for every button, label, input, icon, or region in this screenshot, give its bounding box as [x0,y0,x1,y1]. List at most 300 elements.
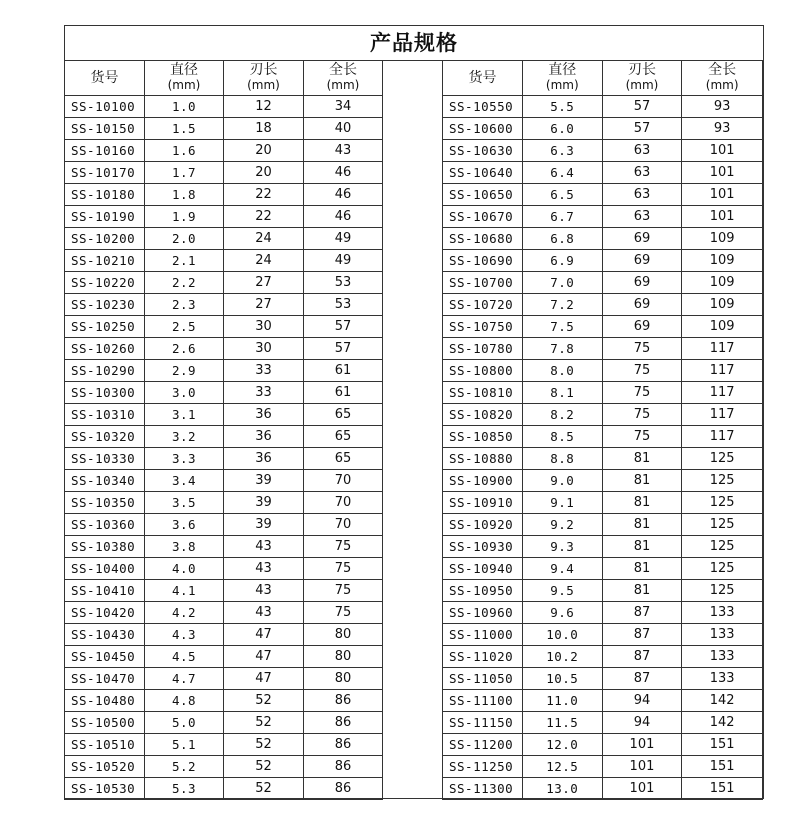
item-no-cell: SS-10670 [443,206,523,228]
diameter-cell: 1.6 [145,140,224,162]
table-row [65,338,383,360]
item-no-cell: SS-10600 [443,118,523,140]
item-no-cell: SS-10780 [443,338,523,360]
overall-length-cell: 46 [304,206,383,228]
diameter-cell: 7.5 [522,316,602,338]
item-no-cell: SS-10530 [65,778,145,800]
item-no-cell: SS-11200 [443,734,523,756]
diameter-cell: 9.1 [522,492,602,514]
item-no-cell: SS-10520 [65,756,145,778]
item-no-cell: SS-10320 [65,426,145,448]
diameter-cell: 3.5 [145,492,224,514]
column-label: 全长 [708,62,737,78]
item-no-cell: SS-10360 [65,514,145,536]
flute-length-cell: 39 [224,492,304,514]
column-label: 货号 [468,69,497,86]
column-header-diameter [145,61,224,96]
overall-length-cell: 75 [304,580,383,602]
diameter-cell: 6.9 [522,250,602,272]
diameter-cell: 9.5 [522,580,602,602]
overall-length-cell: 80 [304,668,383,690]
overall-length-cell: 75 [304,536,383,558]
overall-length-cell: 133 [682,668,763,690]
table-row [65,470,383,492]
diameter-cell: 3.3 [145,448,224,470]
overall-length-cell: 151 [682,756,763,778]
item-no-cell: SS-10900 [443,470,523,492]
overall-length-cell: 101 [682,206,763,228]
flute-length-cell: 43 [224,536,304,558]
table-row [443,272,763,294]
overall-length-cell: 125 [682,514,763,536]
item-no-cell: SS-10330 [65,448,145,470]
table-row [65,778,383,800]
item-no-cell: SS-11150 [443,712,523,734]
flute-length-cell: 87 [602,602,682,624]
item-no-cell: SS-10940 [443,558,523,580]
table-row [443,206,763,228]
item-no-cell: SS-10700 [443,272,523,294]
table-row [65,580,383,602]
flute-length-cell: 27 [224,272,304,294]
table-row [443,536,763,558]
column-label: 刃长 [249,62,278,78]
item-no-cell: SS-10340 [65,470,145,492]
diameter-cell: 11.0 [522,690,602,712]
table-row [443,404,763,426]
item-no-cell: SS-10500 [65,712,145,734]
flute-length-cell: 22 [224,206,304,228]
table-row [443,778,763,800]
overall-length-cell: 75 [304,602,383,624]
diameter-cell: 3.1 [145,404,224,426]
column-header-overall-length [304,61,383,96]
flute-length-cell: 69 [602,294,682,316]
column-label: 刃长 [627,62,656,78]
flute-length-cell: 43 [224,558,304,580]
column-unit: (mm) [247,78,280,92]
table-row [65,426,383,448]
flute-length-cell: 75 [602,338,682,360]
overall-length-cell: 93 [682,96,763,118]
flute-length-cell: 36 [224,448,304,470]
flute-length-cell: 75 [602,426,682,448]
diameter-cell: 1.8 [145,184,224,206]
flute-length-cell: 101 [602,778,682,800]
diameter-cell: 2.2 [145,272,224,294]
column-header-flute-length [224,61,304,96]
diameter-cell: 8.8 [522,448,602,470]
overall-length-cell: 151 [682,778,763,800]
table-row [65,294,383,316]
diameter-cell: 2.5 [145,316,224,338]
item-no-cell: SS-10430 [65,624,145,646]
flute-length-cell: 52 [224,778,304,800]
item-no-cell: SS-10290 [65,360,145,382]
table-row [443,228,763,250]
overall-length-cell: 117 [682,382,763,404]
table-row [65,382,383,404]
overall-length-cell: 109 [682,228,763,250]
column-header-item-no [65,61,145,96]
diameter-cell: 10.2 [522,646,602,668]
item-no-cell: SS-10230 [65,294,145,316]
overall-length-cell: 101 [682,140,763,162]
flute-length-cell: 81 [602,536,682,558]
flute-length-cell: 39 [224,470,304,492]
table-row [443,734,763,756]
diameter-cell: 11.5 [522,712,602,734]
diameter-cell: 1.0 [145,96,224,118]
table-row [65,206,383,228]
flute-length-cell: 75 [602,382,682,404]
column-label: 全长 [329,62,357,78]
item-no-cell: SS-11300 [443,778,523,800]
item-no-cell: SS-10820 [443,404,523,426]
table-row [65,668,383,690]
flute-length-cell: 24 [224,228,304,250]
item-no-cell: SS-10880 [443,448,523,470]
diameter-cell: 8.5 [522,426,602,448]
item-no-cell: SS-10410 [65,580,145,602]
overall-length-cell: 109 [682,272,763,294]
diameter-cell: 6.7 [522,206,602,228]
overall-length-cell: 86 [304,712,383,734]
diameter-cell: 5.5 [522,96,602,118]
item-no-cell: SS-10650 [443,184,523,206]
item-no-cell: SS-10260 [65,338,145,360]
flute-length-cell: 63 [602,162,682,184]
item-no-cell: SS-10810 [443,382,523,404]
item-no-cell: SS-10250 [65,316,145,338]
overall-length-cell: 86 [304,690,383,712]
overall-length-cell: 34 [304,96,383,118]
flute-length-cell: 57 [602,118,682,140]
column-label: 货号 [90,69,119,86]
flute-length-cell: 75 [602,360,682,382]
diameter-cell: 4.1 [145,580,224,602]
table-row [443,96,763,118]
table-row [443,316,763,338]
flute-length-cell: 47 [224,668,304,690]
flute-length-cell: 39 [224,514,304,536]
spec-table-left [64,60,383,800]
diameter-cell: 10.0 [522,624,602,646]
table-row [65,536,383,558]
overall-length-cell: 133 [682,624,763,646]
table-row [65,250,383,272]
flute-length-cell: 87 [602,624,682,646]
diameter-cell: 3.2 [145,426,224,448]
item-no-cell: SS-10350 [65,492,145,514]
table-row [65,228,383,250]
flute-length-cell: 20 [224,140,304,162]
item-no-cell: SS-11000 [443,624,523,646]
diameter-cell: 5.2 [145,756,224,778]
diameter-cell: 2.3 [145,294,224,316]
overall-length-cell: 80 [304,624,383,646]
table-row [443,624,763,646]
diameter-cell: 2.6 [145,338,224,360]
flute-length-cell: 101 [602,734,682,756]
overall-length-cell: 57 [304,316,383,338]
diameter-cell: 6.8 [522,228,602,250]
diameter-cell: 4.7 [145,668,224,690]
diameter-cell: 6.3 [522,140,602,162]
overall-length-cell: 65 [304,404,383,426]
flute-length-cell: 81 [602,492,682,514]
column-unit: (mm) [167,78,201,92]
diameter-cell: 1.5 [145,118,224,140]
page-title: 产品规格 [65,26,763,61]
flute-length-cell: 81 [602,514,682,536]
diameter-cell: 3.8 [145,536,224,558]
table-row [443,118,763,140]
diameter-cell: 7.0 [522,272,602,294]
table-row [65,96,383,118]
flute-length-cell: 52 [224,712,304,734]
overall-length-cell: 53 [304,272,383,294]
table-row [443,162,763,184]
column-unit: (mm) [625,78,659,92]
table-row [443,668,763,690]
flute-length-cell: 36 [224,426,304,448]
flute-length-cell: 81 [602,470,682,492]
flute-length-cell: 36 [224,404,304,426]
item-no-cell: SS-10400 [65,558,145,580]
item-no-cell: SS-11100 [443,690,523,712]
table-row [443,756,763,778]
overall-length-cell: 53 [304,294,383,316]
overall-length-cell: 142 [682,690,763,712]
item-no-cell: SS-10160 [65,140,145,162]
column-header-diameter [522,61,602,96]
diameter-cell: 6.5 [522,184,602,206]
table-row [65,162,383,184]
table-row [443,426,763,448]
table-row [65,404,383,426]
diameter-cell: 2.9 [145,360,224,382]
diameter-cell: 6.4 [522,162,602,184]
item-no-cell: SS-11250 [443,756,523,778]
overall-length-cell: 57 [304,338,383,360]
table-row [443,580,763,602]
diameter-cell: 5.1 [145,734,224,756]
diameter-cell: 7.8 [522,338,602,360]
table-row [65,448,383,470]
column-label: 直径 [170,62,198,78]
flute-length-cell: 24 [224,250,304,272]
item-no-cell: SS-10690 [443,250,523,272]
overall-length-cell: 65 [304,448,383,470]
table-row [443,140,763,162]
table-row [65,316,383,338]
diameter-cell: 12.0 [522,734,602,756]
diameter-cell: 4.0 [145,558,224,580]
spec-table-right [442,60,763,800]
flute-length-cell: 81 [602,580,682,602]
table-row [443,712,763,734]
table-row [443,448,763,470]
item-no-cell: SS-10180 [65,184,145,206]
overall-length-cell: 70 [304,514,383,536]
flute-length-cell: 33 [224,360,304,382]
flute-length-cell: 12 [224,96,304,118]
overall-length-cell: 117 [682,404,763,426]
flute-length-cell: 18 [224,118,304,140]
diameter-cell: 13.0 [522,778,602,800]
overall-length-cell: 125 [682,492,763,514]
table-row [443,646,763,668]
item-no-cell: SS-10210 [65,250,145,272]
item-no-cell: SS-10310 [65,404,145,426]
overall-length-cell: 65 [304,426,383,448]
overall-length-cell: 109 [682,250,763,272]
item-no-cell: SS-10960 [443,602,523,624]
diameter-cell: 3.6 [145,514,224,536]
overall-length-cell: 46 [304,162,383,184]
item-no-cell: SS-10850 [443,426,523,448]
item-no-cell: SS-10480 [65,690,145,712]
item-no-cell: SS-10300 [65,382,145,404]
flute-length-cell: 43 [224,580,304,602]
table-row [65,118,383,140]
diameter-cell: 4.2 [145,602,224,624]
overall-length-cell: 61 [304,382,383,404]
table-row [443,360,763,382]
flute-length-cell: 30 [224,316,304,338]
item-no-cell: SS-10930 [443,536,523,558]
item-no-cell: SS-10920 [443,514,523,536]
column-unit: (mm) [705,78,739,92]
overall-length-cell: 70 [304,470,383,492]
overall-length-cell: 125 [682,536,763,558]
diameter-cell: 9.6 [522,602,602,624]
diameter-cell: 10.5 [522,668,602,690]
flute-length-cell: 52 [224,734,304,756]
table-row [443,382,763,404]
diameter-cell: 8.0 [522,360,602,382]
flute-length-cell: 63 [602,206,682,228]
table-row [443,492,763,514]
overall-length-cell: 109 [682,316,763,338]
flute-length-cell: 47 [224,646,304,668]
diameter-cell: 9.3 [522,536,602,558]
table-row [65,360,383,382]
column-gap [381,60,443,798]
diameter-cell: 1.7 [145,162,224,184]
flute-length-cell: 81 [602,558,682,580]
overall-length-cell: 49 [304,228,383,250]
item-no-cell: SS-10910 [443,492,523,514]
diameter-cell: 2.1 [145,250,224,272]
table-row [65,646,383,668]
header-row [65,61,383,96]
flute-length-cell: 30 [224,338,304,360]
item-no-cell: SS-10550 [443,96,523,118]
overall-length-cell: 125 [682,580,763,602]
flute-length-cell: 27 [224,294,304,316]
flute-length-cell: 81 [602,448,682,470]
flute-length-cell: 94 [602,690,682,712]
table-row [65,184,383,206]
flute-length-cell: 47 [224,624,304,646]
overall-length-cell: 117 [682,338,763,360]
diameter-cell: 3.4 [145,470,224,492]
item-no-cell: SS-10170 [65,162,145,184]
column-header-overall-length [682,61,763,96]
overall-length-cell: 93 [682,118,763,140]
flute-length-cell: 33 [224,382,304,404]
overall-length-cell: 49 [304,250,383,272]
item-no-cell: SS-10100 [65,96,145,118]
item-no-cell: SS-10950 [443,580,523,602]
table-row [65,140,383,162]
diameter-cell: 1.9 [145,206,224,228]
diameter-cell: 6.0 [522,118,602,140]
flute-length-cell: 20 [224,162,304,184]
table-row [443,558,763,580]
flute-length-cell: 69 [602,272,682,294]
column-unit: (mm) [545,78,579,92]
column-header-item-no [443,61,523,96]
flute-length-cell: 57 [602,96,682,118]
item-no-cell: SS-10720 [443,294,523,316]
table-row [443,250,763,272]
table-row [65,558,383,580]
item-no-cell: SS-10470 [65,668,145,690]
diameter-cell: 8.2 [522,404,602,426]
overall-length-cell: 86 [304,734,383,756]
overall-length-cell: 117 [682,426,763,448]
item-no-cell: SS-11020 [443,646,523,668]
overall-length-cell: 80 [304,646,383,668]
overall-length-cell: 125 [682,558,763,580]
table-row [65,492,383,514]
flute-length-cell: 52 [224,690,304,712]
item-no-cell: SS-10190 [65,206,145,228]
overall-length-cell: 43 [304,140,383,162]
overall-length-cell: 75 [304,558,383,580]
item-no-cell: SS-10450 [65,646,145,668]
overall-length-cell: 125 [682,470,763,492]
diameter-cell: 4.3 [145,624,224,646]
flute-length-cell: 22 [224,184,304,206]
diameter-cell: 9.0 [522,470,602,492]
item-no-cell: SS-10200 [65,228,145,250]
spec-sheet [64,25,764,799]
item-no-cell: SS-10640 [443,162,523,184]
overall-length-cell: 133 [682,602,763,624]
overall-length-cell: 101 [682,162,763,184]
overall-length-cell: 46 [304,184,383,206]
flute-length-cell: 43 [224,602,304,624]
table-row [443,690,763,712]
column-header-flute-length [602,61,682,96]
flute-length-cell: 87 [602,668,682,690]
table-row [65,734,383,756]
table-row [443,514,763,536]
item-no-cell: SS-10420 [65,602,145,624]
item-no-cell: SS-10220 [65,272,145,294]
diameter-cell: 8.1 [522,382,602,404]
overall-length-cell: 101 [682,184,763,206]
item-no-cell: SS-10510 [65,734,145,756]
overall-length-cell: 117 [682,360,763,382]
overall-length-cell: 70 [304,492,383,514]
flute-length-cell: 94 [602,712,682,734]
overall-length-cell: 142 [682,712,763,734]
